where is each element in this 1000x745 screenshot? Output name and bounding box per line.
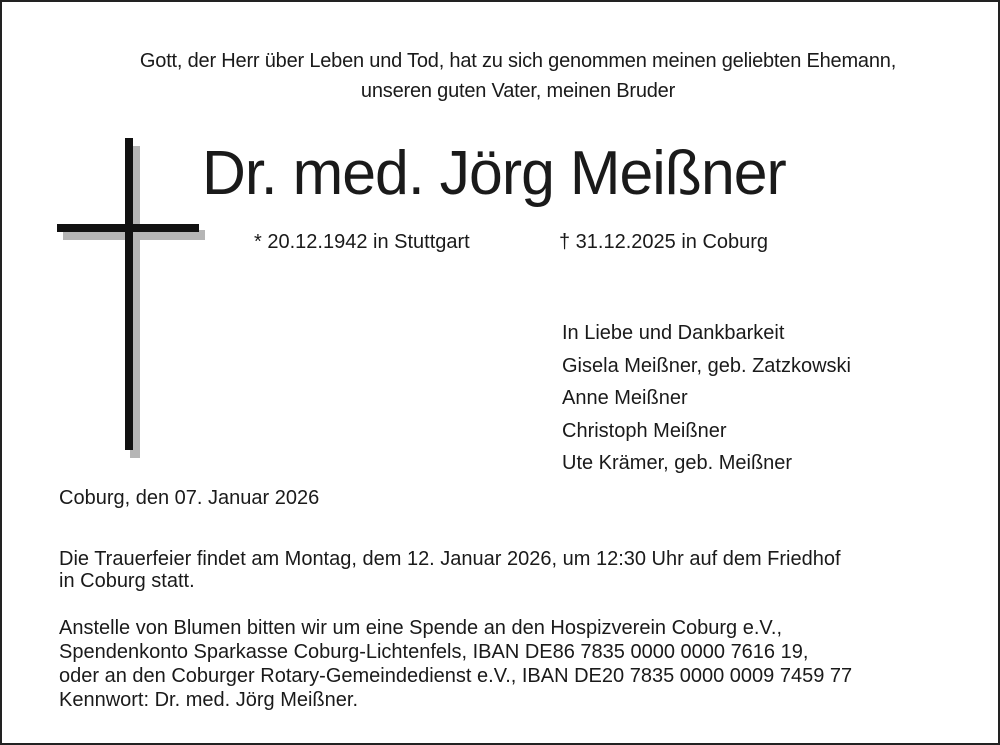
place-date: Coburg, den 07. Januar 2026 bbox=[59, 487, 320, 509]
birth-info: * 20.12.1942 in Stuttgart bbox=[254, 231, 470, 253]
funeral-line: Die Trauerfeier findet am Montag, dem 12. Januar 2026, um 12:30 Uhr auf dem Friedhof bbox=[59, 548, 841, 570]
cross-icon bbox=[57, 138, 207, 458]
intro-line-2: unseren guten Vater, meinen Bruder bbox=[360, 80, 676, 102]
deceased-name: Dr. med. Jörg Meißner bbox=[202, 139, 786, 208]
mourner-line: Gisela Meißner, geb. Zatzkowski bbox=[562, 354, 851, 377]
cross-vertical-bar bbox=[125, 138, 133, 450]
mourner-line: Christoph Meißner bbox=[562, 419, 727, 442]
mourner-line: In Liebe und Dankbarkeit bbox=[562, 322, 785, 344]
donation-line: Spendenkonto Sparkasse Coburg-Lichtenfels, IBAN DE86 7835 0000 0000 7616 19, bbox=[59, 641, 809, 663]
cross-horizontal-bar bbox=[57, 224, 199, 232]
mourner-line: Anne Meißner bbox=[562, 387, 688, 409]
donation-line: Anstelle von Blumen bitten wir um eine Spende an den Hospizverein Coburg e.V., bbox=[59, 617, 783, 639]
donation-info bbox=[59, 616, 959, 712]
mourner-line: Ute Krämer, geb. Meißner bbox=[562, 452, 793, 474]
donation-line: Kennwort: Dr. med. Jörg Meißner. bbox=[59, 689, 359, 711]
intro-line-1: Gott, der Herr über Leben und Tod, hat zu sich genommen meinen geliebten Ehemann, bbox=[139, 50, 897, 72]
donation-line: oder an den Coburger Rotary-Gemeindedienst e.V., IBAN DE20 7835 0000 0009 7459 77 bbox=[59, 665, 853, 687]
intro-text bbox=[2, 46, 1000, 106]
mourners-list bbox=[562, 317, 851, 480]
funeral-info bbox=[59, 548, 959, 592]
funeral-line: in Coburg statt. bbox=[59, 570, 195, 592]
death-info: † 31.12.2025 in Coburg bbox=[559, 231, 769, 253]
